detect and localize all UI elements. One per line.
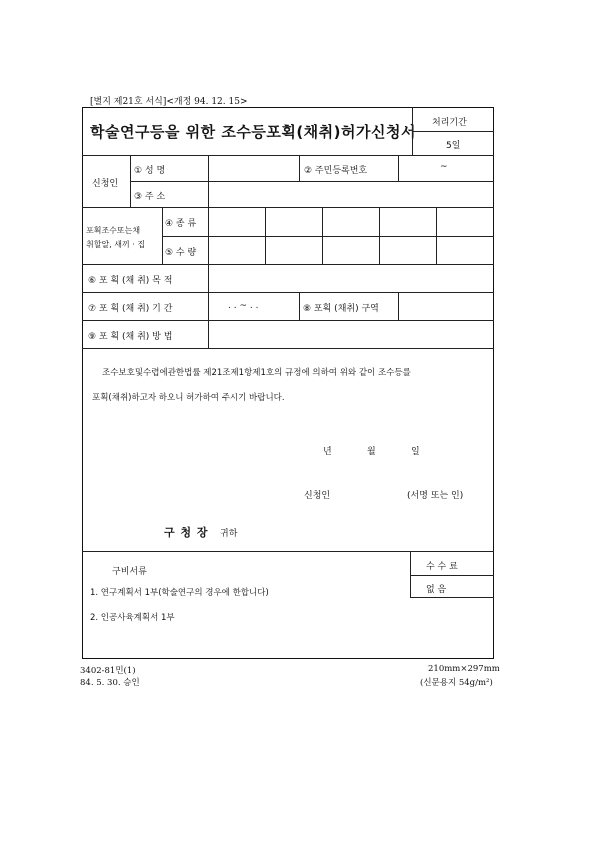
document-item-1: 1. 연구계획서 1부(학술연구의 경우에 한합니다) bbox=[90, 588, 269, 598]
name-field[interactable] bbox=[210, 157, 297, 179]
method-label: ⑨ 포 획 (채 취) 방 법 bbox=[88, 332, 173, 342]
method-field[interactable] bbox=[210, 322, 492, 346]
fee-value: 없 음 bbox=[426, 585, 447, 595]
fee-label: 수 수 료 bbox=[426, 562, 458, 572]
form-title: 학술연구등을 위한 조수등포획(채취)허가신청서 bbox=[90, 123, 416, 141]
date-day: 일 bbox=[411, 447, 420, 457]
kind-label: ④ 종 류 bbox=[165, 219, 197, 229]
footer-approval-date: 84. 5. 30. 승인 bbox=[80, 678, 140, 688]
processing-period-label: 처리기간 bbox=[432, 118, 467, 128]
period-value: . . ~ . . bbox=[228, 301, 259, 311]
purpose-field[interactable] bbox=[210, 266, 492, 290]
date-month: 월 bbox=[367, 447, 376, 457]
signature-placeholder: (서명 또는 인) bbox=[407, 491, 464, 501]
area-label: ⑧ 포획 (채취) 구역 bbox=[303, 304, 379, 314]
address-field[interactable] bbox=[210, 183, 492, 205]
footer-paper-size: 210mm×297mm bbox=[428, 664, 500, 674]
form-number-note: [별지 제21호 서식]<개정 94. 12. 15> bbox=[90, 97, 248, 107]
kind-fields[interactable] bbox=[210, 209, 492, 234]
target-group-label-1: 포획조수또는채 bbox=[86, 226, 141, 235]
rrn-label: ② 주민등록번호 bbox=[304, 166, 368, 176]
period-label: ⑦ 포 획 (채 취) 기 간 bbox=[88, 304, 173, 314]
signature-applicant-label: 신청인 bbox=[304, 491, 331, 501]
area-field[interactable] bbox=[400, 294, 492, 318]
processing-period-value: 5일 bbox=[446, 141, 461, 151]
document-item-2: 2. 인공사육계획서 1부 bbox=[90, 613, 175, 623]
address-label: ③ 주 소 bbox=[134, 192, 166, 202]
footer-form-code: 3402-81민(1) bbox=[80, 666, 136, 676]
statement-line-2: 포획(채취)하고자 하오니 허가하여 주시기 바랍니다. bbox=[92, 393, 285, 403]
documents-label: 구비서류 bbox=[112, 567, 147, 577]
name-label: ① 성 명 bbox=[134, 166, 166, 176]
rrn-separator: ~ bbox=[440, 162, 448, 172]
quantity-fields[interactable] bbox=[210, 238, 492, 262]
target-group-label-2: 취할알, 새끼 · 집 bbox=[86, 240, 146, 249]
purpose-label: ⑥ 포 획 (채 취) 목 적 bbox=[88, 276, 173, 286]
addressee-suffix: 귀하 bbox=[220, 529, 238, 539]
footer-paper-type: (신문용지 54g/m²) bbox=[420, 678, 493, 688]
date-year: 년 bbox=[323, 447, 332, 457]
applicant-group-label: 신청인 bbox=[92, 179, 119, 189]
addressee-name: 구 청 장 bbox=[164, 526, 209, 539]
quantity-label: ⑤ 수 량 bbox=[165, 248, 197, 258]
statement-line-1: 조수보호및수렵에관한법률 제21조제1항제1호의 규정에 의하여 위와 같이 조수등를 bbox=[102, 368, 411, 378]
